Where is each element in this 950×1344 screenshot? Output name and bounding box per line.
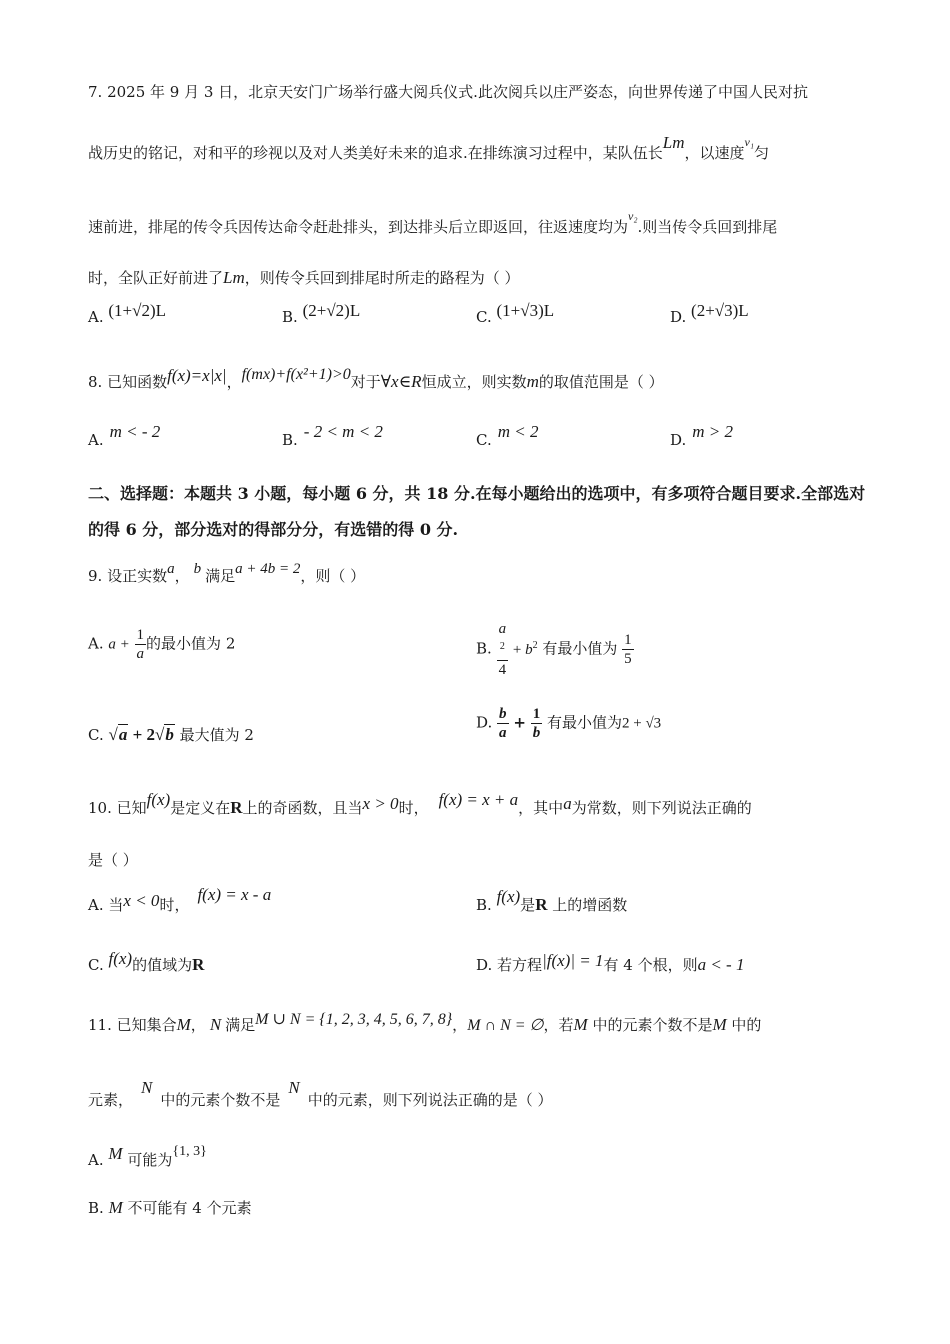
q10-option-c[interactable]: C. f(x)的值域为R — [88, 949, 205, 974]
q10-option-b[interactable]: B. f(x)是R 上的增函数 — [476, 887, 628, 914]
q9-option-c[interactable]: C. √a + 2√b 最大值为 2 — [88, 725, 254, 744]
q7-option-a[interactable]: A. (1+√2)L — [88, 301, 167, 326]
q7-line-4: 时，全队正好前进了Lm，则传令兵回到排尾时所走的路程为（ ） — [88, 268, 520, 287]
q9-option-a[interactable]: A. a + $\frac{1}{a}$ 的最小值为 2 — [88, 627, 236, 662]
q10-stem-line-2: 是（ ） — [88, 851, 138, 869]
q11-option-b[interactable]: B. M 不可能有 4 个元素 — [88, 1198, 252, 1217]
q7-line-3: 速前进，排尾的传令兵因传达命令赶赴排头，到达排头后立即返回，往返速度均为$^{v_2}$.则当传令兵回到排尾 — [88, 209, 778, 236]
q7-option-c[interactable]: C. (1+√3)L — [476, 301, 555, 326]
q8-option-a[interactable]: A. m < - 2 — [88, 422, 161, 449]
q11-stem-line-1: 11. 已知集合M， N 满足M ∪ N = {1, 2, 3, 4, 5, 6, 7, 8}，M ∩ N = ∅，若M 中的元素个数不是M 中的 — [88, 1011, 762, 1034]
section-2-heading: 二、选择题：本题共 3 小题，每小题 6 分，共 18 分.在每小题给出的选项中，有多项符合题目要求.全部选对的得 6 分，部分选对的得部分分，有选错的得 0 分. — [88, 484, 866, 539]
q9-b-fraction-a: a $^2$ 4 — [498, 621, 507, 678]
q9-option-d[interactable]: D. $\frac{b}{a}$ + $\frac{1}{b}$ 有最小值为2 + √3 — [476, 706, 662, 741]
q9-stem: 9. 设正实数a， b 满足a + 4b = 2，则（ ） — [88, 561, 366, 585]
q10-option-d[interactable]: D. 若方程|f(x)| = 1有 4 个根，则a < - 1 — [476, 951, 745, 974]
q7-option-b[interactable]: B. (2+√2)L — [282, 301, 361, 326]
q7-line-2: 战历史的铭记，对和平的珍视以及对人类美好未来的追求.在排练演习过程中，某队伍长Lm，以速度$^{v_1}$匀 — [88, 133, 770, 162]
q10-option-a[interactable]: A. 当x < 0时，f(x) = x - a — [88, 885, 272, 914]
q7-line-1: 7. 2025 年 9 月 3 日，北京天安门广场举行盛大阅兵仪式.此次阅兵以庄严姿态，向世界传递了中国人民对抗 — [88, 83, 808, 101]
q8-option-b[interactable]: B. - 2 < m < 2 — [282, 422, 383, 449]
q8-stem: 8. 已知函数f(x)=x|x|，f(mx)+f(x²+1)>0对于∀x∈R恒成立，则实数m的取值范围是（ ） — [88, 366, 664, 391]
q9-option-b[interactable]: B. a $^2$ 4 + $b^2$ 有最小值为 $\frac{1}{5}$ — [476, 621, 632, 678]
q9-a-fraction: $\frac{1}{a}$ — [136, 627, 145, 662]
q7-option-d[interactable]: D. (2+√3)L — [670, 301, 749, 326]
q9-b-fraction-min: $\frac{1}{5}$ — [624, 632, 632, 667]
q11-option-a[interactable]: A. M 可能为{1, 3} — [88, 1144, 207, 1169]
q8-option-c[interactable]: C. m < 2 — [476, 422, 539, 449]
q11-stem-line-2: 元素，N中的元素个数不是N中的元素，则下列说法正确的是（ ） — [88, 1078, 553, 1109]
q8-option-d[interactable]: D. m > 2 — [670, 422, 734, 449]
q9-d-fraction-ba: $\frac{b}{a}$ — [499, 706, 507, 741]
q9-d-fraction-1b: $\frac{1}{b}$ — [532, 706, 541, 741]
q10-stem-line-1: 10. 已知f(x)是定义在R上的奇函数，且当x > 0时， f(x) = x + a，其中a为常数，则下列说法正确的 — [88, 790, 752, 817]
